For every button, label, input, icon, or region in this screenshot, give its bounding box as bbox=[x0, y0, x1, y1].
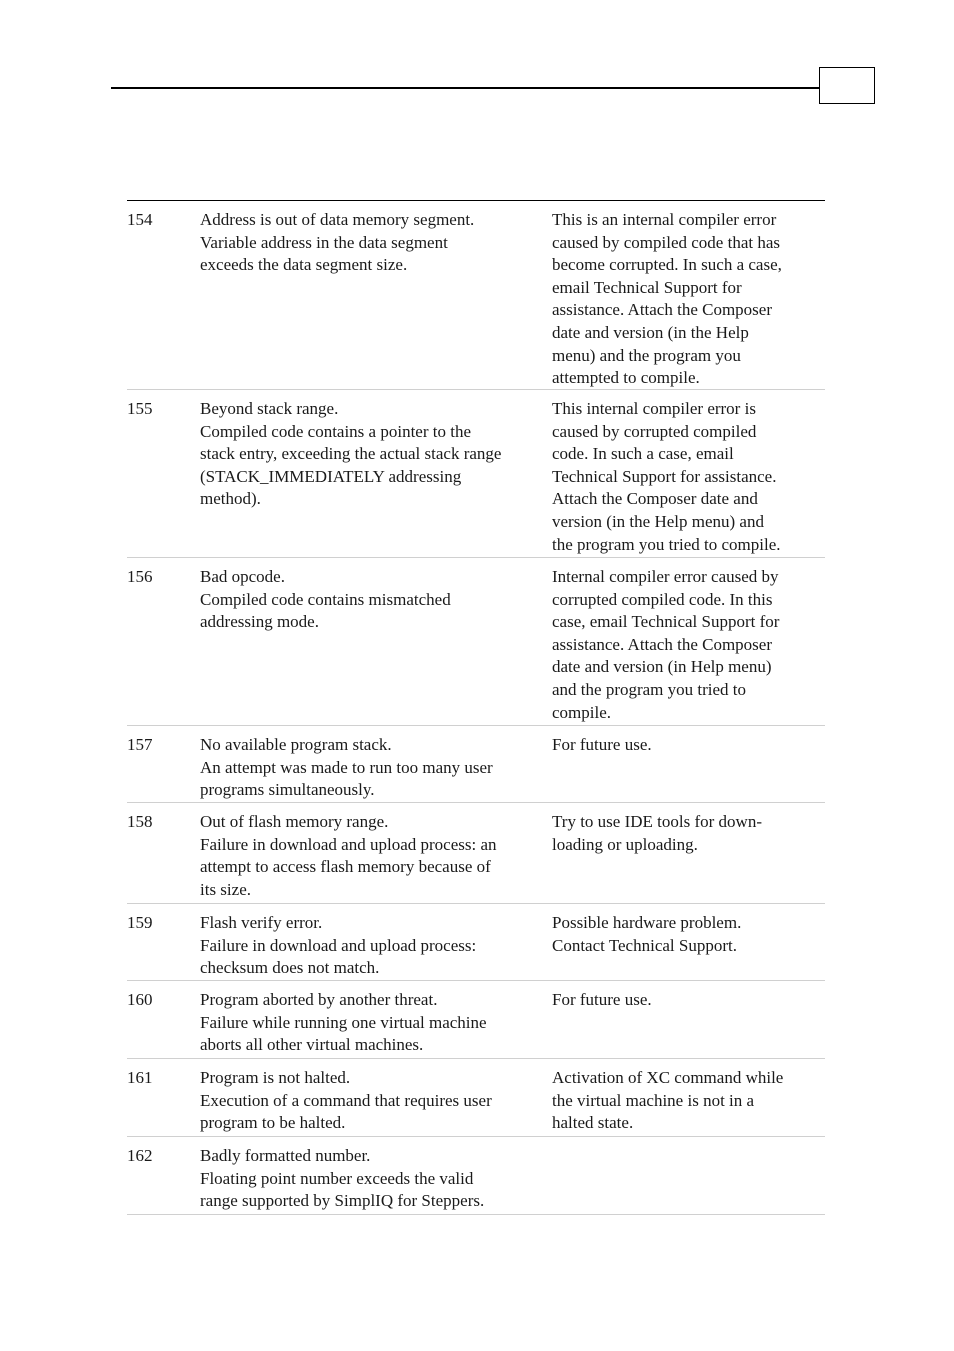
error-action: Internal compiler error caused by corrupted compiled code. In this case, email Technical Support for assistance. Attach the Composer date and version (in Help menu) and the program you tried to compile. bbox=[552, 567, 780, 722]
error-code-table bbox=[127, 201, 825, 1215]
error-description: Out of flash memory range. Failure in download and upload process: an attempt to access flash memory because of its size. bbox=[200, 812, 497, 899]
error-action: Try to use IDE tools for down- loading or uploading. bbox=[552, 812, 762, 854]
error-action: This is an internal compiler error caused by compiled code that has become corrupted. In such a case, email Technical Support for assistance. Attach the Composer date and version (in the Help menu) and the program you attempted to compile. bbox=[552, 210, 782, 388]
error-code: 160 bbox=[127, 990, 153, 1009]
error-action: Possible hardware problem. Contact Technical Support. bbox=[552, 913, 742, 955]
error-code: 157 bbox=[127, 735, 153, 754]
error-code: 161 bbox=[127, 1068, 153, 1087]
error-description: Program aborted by another threat. Failure while running one virtual machine aborts all other virtual machines. bbox=[200, 990, 487, 1055]
error-description: Program is not halted. Execution of a command that requires user program to be halted. bbox=[200, 1068, 492, 1133]
error-description: Badly formatted number. Floating point number exceeds the valid range supported by SimplIQ for Steppers. bbox=[200, 1146, 485, 1211]
table-row bbox=[127, 981, 825, 1059]
error-code: 156 bbox=[127, 567, 153, 586]
error-description: Beyond stack range. Compiled code contains a pointer to the stack entry, exceeding the actual stack range (STACK_IMMEDIATELY addressing method). bbox=[200, 399, 502, 509]
error-description: No available program stack. An attempt was made to run too many user programs simultaneously. bbox=[200, 735, 493, 800]
table-row bbox=[127, 558, 825, 726]
table-row bbox=[127, 904, 825, 981]
table-row bbox=[127, 201, 825, 390]
error-action: This internal compiler error is caused by corrupted compiled code. In such a case, email Technical Support for assistance. Attach the Composer date and version (in the Help menu) and the program you tried to compile. bbox=[552, 399, 781, 554]
table-row bbox=[127, 1137, 825, 1215]
error-action: Activation of XC command while the virtual machine is not in a halted state. bbox=[552, 1068, 784, 1133]
error-description: Flash verify error. Failure in download and upload process: checksum does not match. bbox=[200, 913, 477, 978]
error-code: 154 bbox=[127, 210, 153, 229]
error-description: Address is out of data memory segment. Variable address in the data segment exceeds the data segment size. bbox=[200, 210, 475, 275]
error-action: For future use. bbox=[552, 990, 652, 1009]
error-code: 162 bbox=[127, 1146, 153, 1165]
error-code: 155 bbox=[127, 399, 153, 418]
table-row bbox=[127, 726, 825, 803]
table-row bbox=[127, 803, 825, 904]
error-code: 158 bbox=[127, 812, 153, 831]
error-description: Bad opcode. Compiled code contains mismatched addressing mode. bbox=[200, 567, 451, 632]
table-row bbox=[127, 390, 825, 558]
table-row bbox=[127, 1059, 825, 1137]
error-action bbox=[552, 1145, 825, 1214]
error-code: 159 bbox=[127, 913, 153, 932]
header-rule bbox=[111, 87, 819, 89]
error-action: For future use. bbox=[552, 735, 652, 754]
page-number-box bbox=[819, 67, 875, 104]
